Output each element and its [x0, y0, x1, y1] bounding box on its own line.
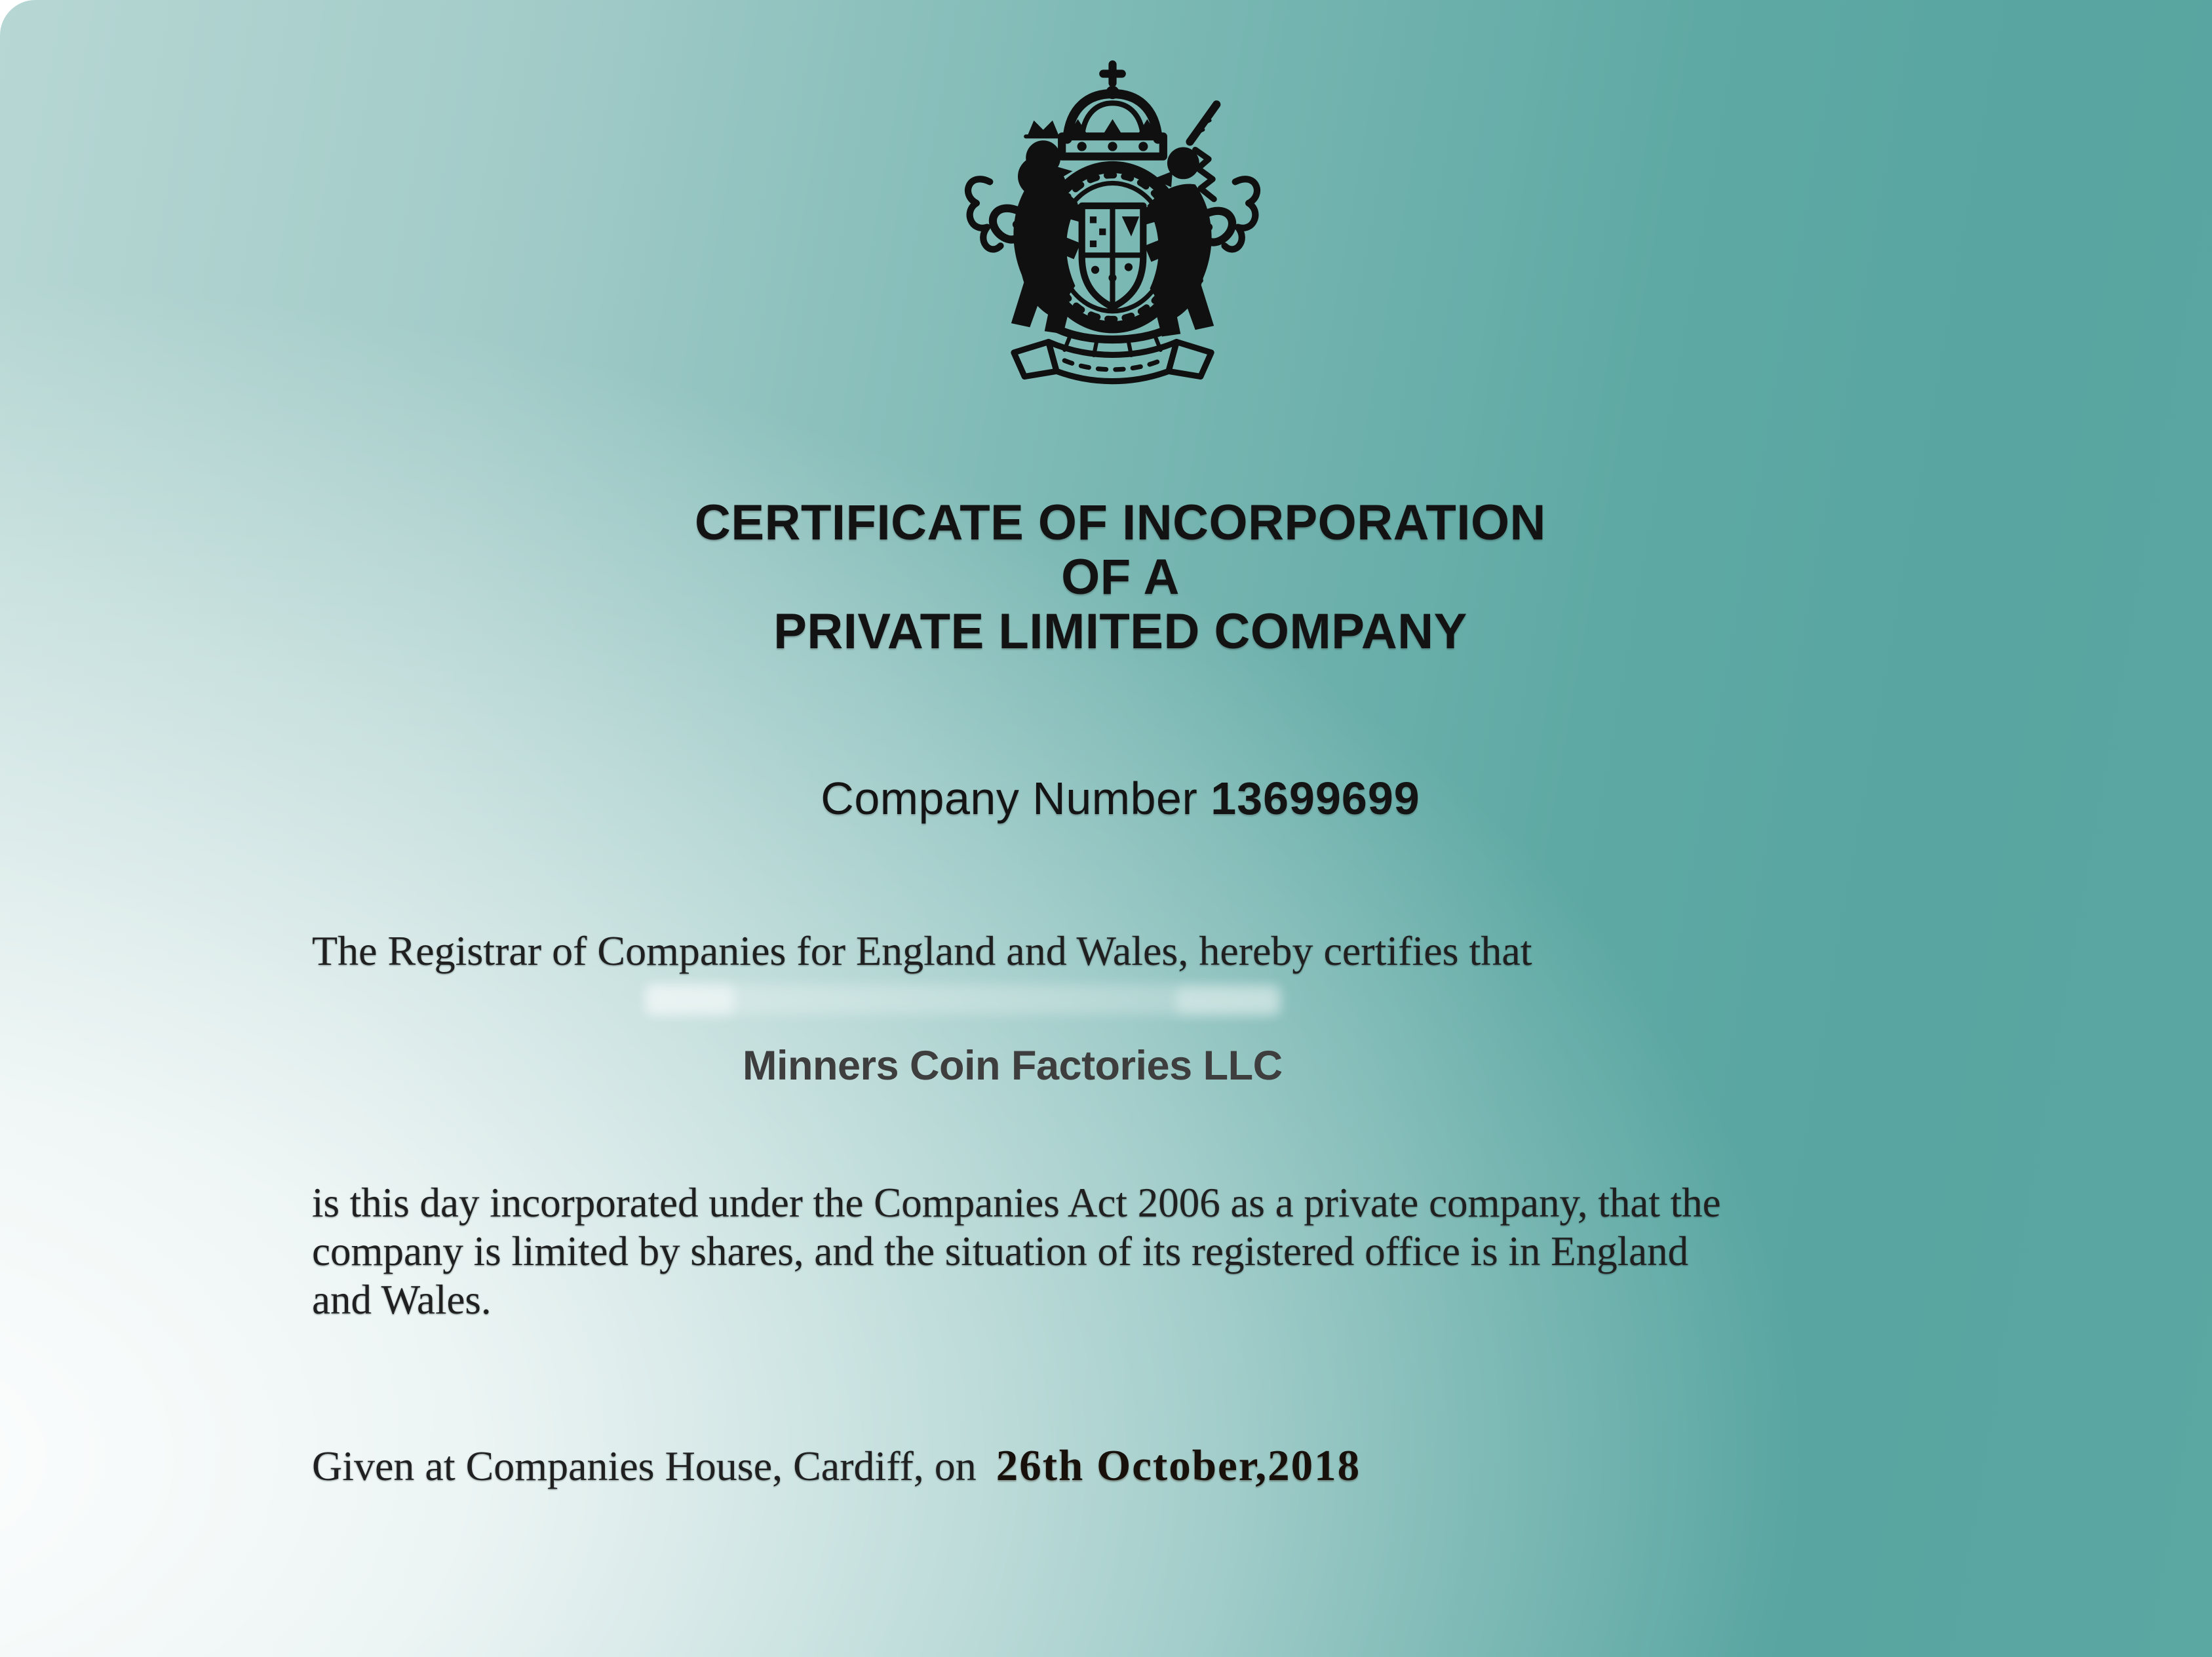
- erased-area-highlight-left: [646, 984, 734, 1015]
- body-line-2: company is limited by shares, and the situation of its registered office is in England: [312, 1228, 1689, 1274]
- incorporation-body-paragraph: [312, 1179, 1721, 1324]
- royal-coat-of-arms-icon: [911, 54, 1314, 434]
- registrar-certifies-line: The Registrar of Companies for England and Wales, hereby certifies that: [312, 927, 1532, 974]
- given-at-line: [312, 1441, 1361, 1491]
- body-line-1: is this day incorporated under the Companies Act 2006 as a private company, that the: [312, 1180, 1721, 1226]
- company-number-value: 13699699: [1211, 773, 1420, 824]
- certificate-title: [29, 496, 2212, 659]
- title-line-2: OF A: [1061, 549, 1180, 605]
- title-line-1: CERTIFICATE OF INCORPORATION: [695, 495, 1546, 551]
- erased-area-highlight-right: [1176, 987, 1281, 1015]
- company-number-label: Company Number: [821, 773, 1198, 824]
- body-line-3: and Wales.: [312, 1277, 492, 1323]
- given-date: 26th October,2018: [996, 1441, 1361, 1490]
- company-name: Minners Coin Factories LLC: [743, 1043, 1283, 1089]
- given-at-prefix: Given at Companies House, Cardiff, on: [312, 1443, 977, 1489]
- company-number-line: [29, 772, 2212, 825]
- title-line-3: PRIVATE LIMITED COMPANY: [773, 604, 1467, 659]
